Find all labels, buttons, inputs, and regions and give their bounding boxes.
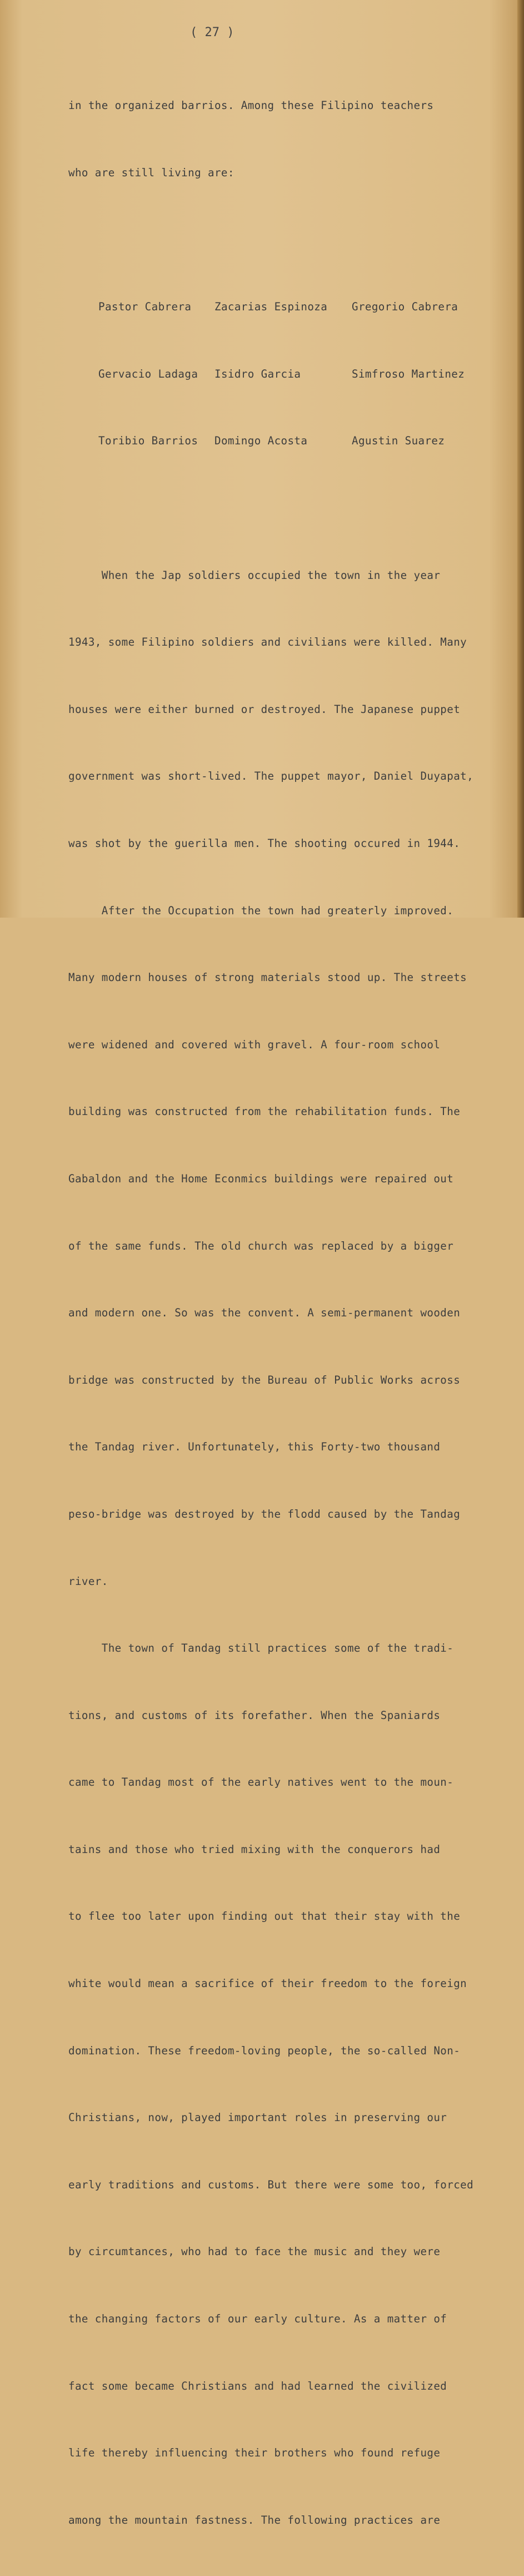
text-line: The town of Tandag still practices some of the tradi- xyxy=(68,1642,454,1655)
document-body xyxy=(68,50,502,2576)
text-line: early traditions and customs. But there were some too, forced xyxy=(68,2178,474,2191)
teacher-row xyxy=(68,296,502,318)
text-line: white would mean a sacrifice of their freedom to the foreign xyxy=(68,1977,467,1990)
teacher-name: Isidro Garcia xyxy=(214,367,301,380)
text-line: 1943, some Filipino soldiers and civilians were killed. Many xyxy=(68,636,467,649)
text-line: houses were either burned or destroyed. The Japanese puppet xyxy=(68,702,461,716)
text-line: After the Occupation the town had greaterly improved. xyxy=(68,904,454,917)
text-line: Gabaldon and the Home Econmics buildings were repaired out xyxy=(68,1172,454,1185)
text-line: tions, and customs of its forefather. When the Spaniards xyxy=(68,1708,441,1722)
text-line: who are still living are: xyxy=(68,166,234,179)
teacher-row xyxy=(68,430,502,452)
teacher-name: Agustin Suarez xyxy=(352,434,445,448)
text-line: Christians, now, played important roles in preserving our xyxy=(68,2111,447,2124)
teacher-name: Pastor Cabrera xyxy=(98,300,192,314)
text-line: bridge was constructed by the Bureau of Public Works across xyxy=(68,1373,461,1386)
text-line: was shot by the guerilla men. The shooting occured in 1944. xyxy=(68,836,461,850)
teacher-list xyxy=(68,251,502,497)
text-line: and modern one. So was the convent. A semi-permanent wooden xyxy=(68,1306,461,1320)
page-number: ( 27 ) xyxy=(190,26,234,39)
teacher-name: Toribio Barrios xyxy=(98,434,198,448)
text-line: the Tandag river. Unfortunately, this Forty-two thousand xyxy=(68,1440,441,1454)
page-edge xyxy=(517,0,524,918)
text-line: of the same funds. The old church was replaced by a bigger xyxy=(68,1239,454,1252)
text-line: life thereby influencing their brothers who found refuge xyxy=(68,2446,441,2460)
teacher-name: Domingo Acosta xyxy=(214,434,308,448)
text-line: among the mountain fastness. The following practices are xyxy=(68,2513,441,2527)
text-line: by circumtances, who had to face the music and they were xyxy=(68,2245,441,2258)
text-line: to flee too later upon finding out that their stay with the xyxy=(68,1910,461,1923)
text-line: peso-bridge was destroyed by the flodd caused by the Tandag xyxy=(68,1507,461,1520)
text-line: Many modern houses of strong materials stood up. The streets xyxy=(68,971,467,984)
text-line: the changing factors of our early culture. As a matter of xyxy=(68,2312,447,2326)
teacher-row xyxy=(68,363,502,385)
teacher-name: Simfroso Martinez xyxy=(352,367,465,380)
teacher-name: Gervacio Ladaga xyxy=(98,367,198,380)
teacher-name: Zacarias Espinoza xyxy=(214,300,328,314)
text-line: were widened and covered with gravel. A four-room school xyxy=(68,1038,441,1051)
text-line: When the Jap soldiers occupied the town in the year xyxy=(68,568,441,582)
text-line: fact some became Christians and had learned the civilized xyxy=(68,2379,447,2392)
text-line: came to Tandag most of the early natives went to the moun- xyxy=(68,1776,454,1789)
text-line: in the organized barrios. Among these Filipino teachers xyxy=(68,99,434,112)
text-line: tains and those who tried mixing with the conquerors had xyxy=(68,1842,441,1856)
teacher-name: Gregorio Cabrera xyxy=(352,300,458,314)
text-line: government was short-lived. The puppet mayor, Daniel Duyapat, xyxy=(68,770,474,783)
text-line: river. xyxy=(68,1574,108,1588)
text-line: building was constructed from the rehabilitation funds. The xyxy=(68,1105,461,1118)
text-line: domination. These freedom-loving people, the so-called Non- xyxy=(68,2044,461,2057)
